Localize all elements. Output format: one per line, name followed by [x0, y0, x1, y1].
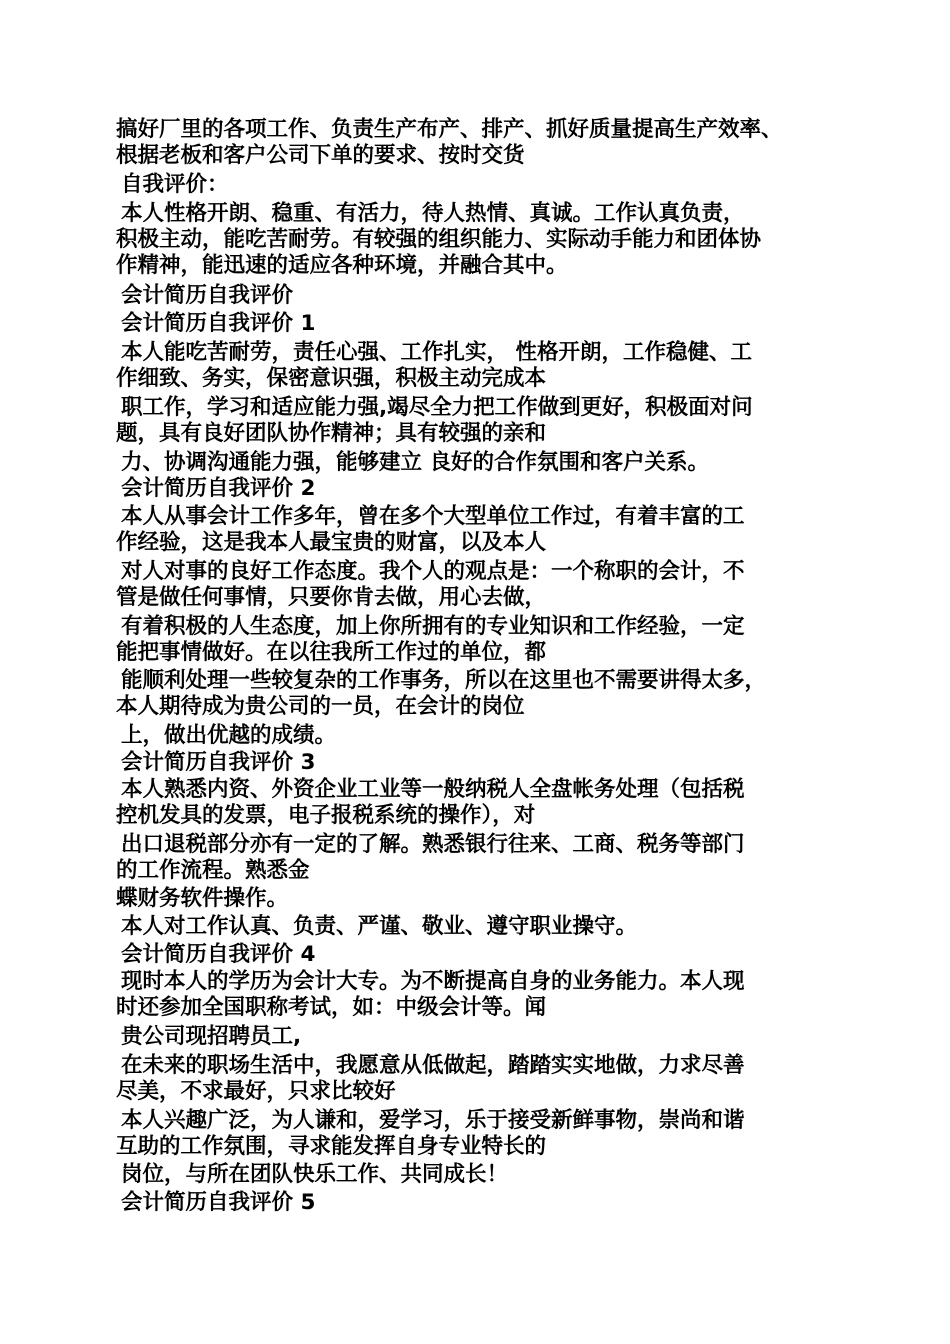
text-line: 作经验，这是我本人最宝贵的财富，以及本人: [116, 530, 547, 555]
section-heading: 会计简历自我评价 4: [121, 942, 316, 967]
text-line: 作精神，能迅速的适应各种环境，并融合其中。: [116, 253, 568, 278]
text-line: 作细致、务实，保密意识强，积极主动完成本: [116, 366, 547, 391]
text-line: 本人从事会计工作多年，曾在多个大型单位工作过，有着丰富的工: [121, 504, 745, 529]
text-line: 时还参加全国职称考试，如：中级会计等。闻: [116, 995, 547, 1020]
text-line: 本人性格开朗、稳重、有活力，待人热情、真诚。工作认真负责，: [121, 201, 745, 226]
text-line: 有着积极的人生态度，加上你所拥有的专业知识和工作经验，一定: [121, 614, 745, 639]
section-heading: 会计简历自我评价: [121, 283, 294, 308]
text-line: 在未来的职场生活中，我愿意从低做起，踏踏实实地做，力求尽善: [121, 1053, 745, 1078]
section-heading: 会计简历自我评价 3: [121, 750, 316, 775]
text-line: 出口退税部分亦有一定的了解。熟悉银行往来、工商、税务等部门: [121, 832, 745, 857]
text-line: 能顺利处理一些较复杂的工作事务，所以在这里也不需要讲得太多，: [121, 668, 767, 693]
text-line: 岗位，与所在团队快乐工作、共同成长！: [121, 1162, 509, 1187]
text-line: 对人对事的良好工作态度。我个人的观点是：一个称职的会计，不: [121, 559, 745, 584]
text-line: 贵公司现招聘员工,: [121, 1024, 302, 1049]
text-line: 本人兴趣广泛，为人谦和，爱学习，乐于接受新鲜事物，崇尚和谐: [121, 1108, 745, 1133]
text-line: 力、协调沟通能力强，能够建立 良好的合作氛围和客户关系。: [121, 450, 709, 475]
text-line: 本人期待成为贵公司的一员，在会计的岗位: [116, 694, 525, 719]
text-line: 本人能吃苦耐劳，责任心强、工作扎实， 性格开朗，工作稳健、工: [121, 340, 752, 365]
text-line: 管是做任何事情，只要你肯去做，用心去做，: [116, 585, 547, 610]
text-line: 尽美，不求最好，只求比较好: [116, 1079, 396, 1104]
text-line: 本人对工作认真、负责、严谨、敬业、遵守职业操守。: [121, 914, 638, 939]
text-line: 能把事情做好。在以往我所工作过的单位，都: [116, 640, 547, 665]
text-line: 控机发具的发票，电子报税系统的操作），对: [116, 803, 536, 828]
text-line: 积极主动，能吃苦耐劳。有较强的组织能力、实际动手能力和团体协: [116, 227, 762, 252]
text-line: 题，具有良好团队协作精神；具有较强的亲和: [116, 421, 547, 446]
section-heading: 会计简历自我评价 2: [121, 476, 316, 501]
section-heading: 自我评价：: [121, 172, 229, 197]
section-heading: 会计简历自我评价 5: [121, 1190, 316, 1215]
section-heading: 会计简历自我评价 1: [121, 311, 316, 336]
text-line: 本人熟悉内资、外资企业工业等一般纳税人全盘帐务处理（包括税: [121, 777, 745, 802]
text-line: 互助的工作氛围，寻求能发挥自身专业特长的: [116, 1134, 547, 1159]
text-line: 蝶财务软件操作。: [116, 886, 289, 911]
text-line: 现时本人的学历为会计大专。为不断提高自身的业务能力。本人现: [121, 969, 745, 994]
text-line: 上，做出优越的成绩。: [121, 723, 337, 748]
text-line: 的工作流程。熟悉金: [116, 858, 310, 883]
text-line: 根据老板和客户公司下单的要求、按时交货: [116, 143, 525, 168]
text-line: 搞好厂里的各项工作、负责生产布产、排产、抓好质量提高生产效率、: [116, 117, 783, 142]
text-line: 职工作，学习和适应能力强,竭尽全力把工作做到更好，积极面对问: [121, 395, 753, 420]
